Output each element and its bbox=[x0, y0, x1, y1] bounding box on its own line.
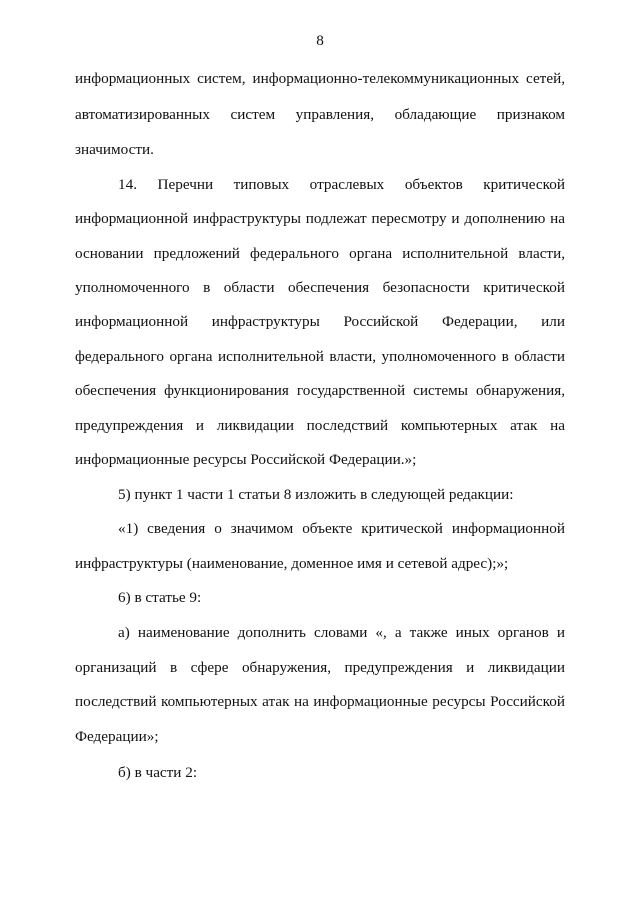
text-line: значимости. bbox=[75, 141, 154, 158]
text-line: уполномоченного в области обеспечения безопасности критической bbox=[75, 279, 565, 296]
text-line: предупреждения и ликвидации последствий компьютерных атак на bbox=[75, 417, 565, 434]
text-line: федерального органа исполнительной власти, уполномоченного в области bbox=[75, 348, 565, 365]
text-line: основании предложений федерального органа исполнительной власти, bbox=[75, 245, 565, 262]
paragraph-first-line: 14. Перечни типовых отраслевых объектов критической bbox=[118, 176, 565, 193]
text-line: обеспечения функционирования государственной системы обнаружения, bbox=[75, 382, 565, 399]
text-line: информационной инфраструктуры подлежат пересмотру и дополнению на bbox=[75, 210, 565, 227]
text-line: информационной инфраструктуры Российской Федерации, или bbox=[75, 313, 565, 330]
text-line: Федерации»; bbox=[75, 728, 159, 745]
paragraph-first-line: 5) пункт 1 части 1 статьи 8 изложить в следующей редакции: bbox=[118, 486, 514, 503]
page-number: 8 bbox=[316, 32, 324, 49]
text-line: автоматизированных систем управления, обладающие признаком bbox=[75, 106, 565, 123]
text-line: последствий компьютерных атак на информационные ресурсы Российской bbox=[75, 693, 565, 710]
text-line: организаций в сфере обнаружения, предупреждения и ликвидации bbox=[75, 659, 565, 676]
paragraph-first-line: «1) сведения о значимом объекте критической информационной bbox=[118, 520, 565, 537]
text-line: информационных систем, информационно-телекоммуникационных сетей, bbox=[75, 70, 565, 87]
paragraph-first-line: а) наименование дополнить словами «, а также иных органов и bbox=[118, 624, 565, 641]
paragraph-first-line: 6) в статье 9: bbox=[118, 589, 202, 606]
paragraph-first-line: б) в части 2: bbox=[118, 764, 198, 781]
text-line: инфраструктуры (наименование, доменное имя и сетевой адрес);»; bbox=[75, 555, 509, 572]
text-line: информационные ресурсы Российской Федерации.»; bbox=[75, 451, 417, 468]
